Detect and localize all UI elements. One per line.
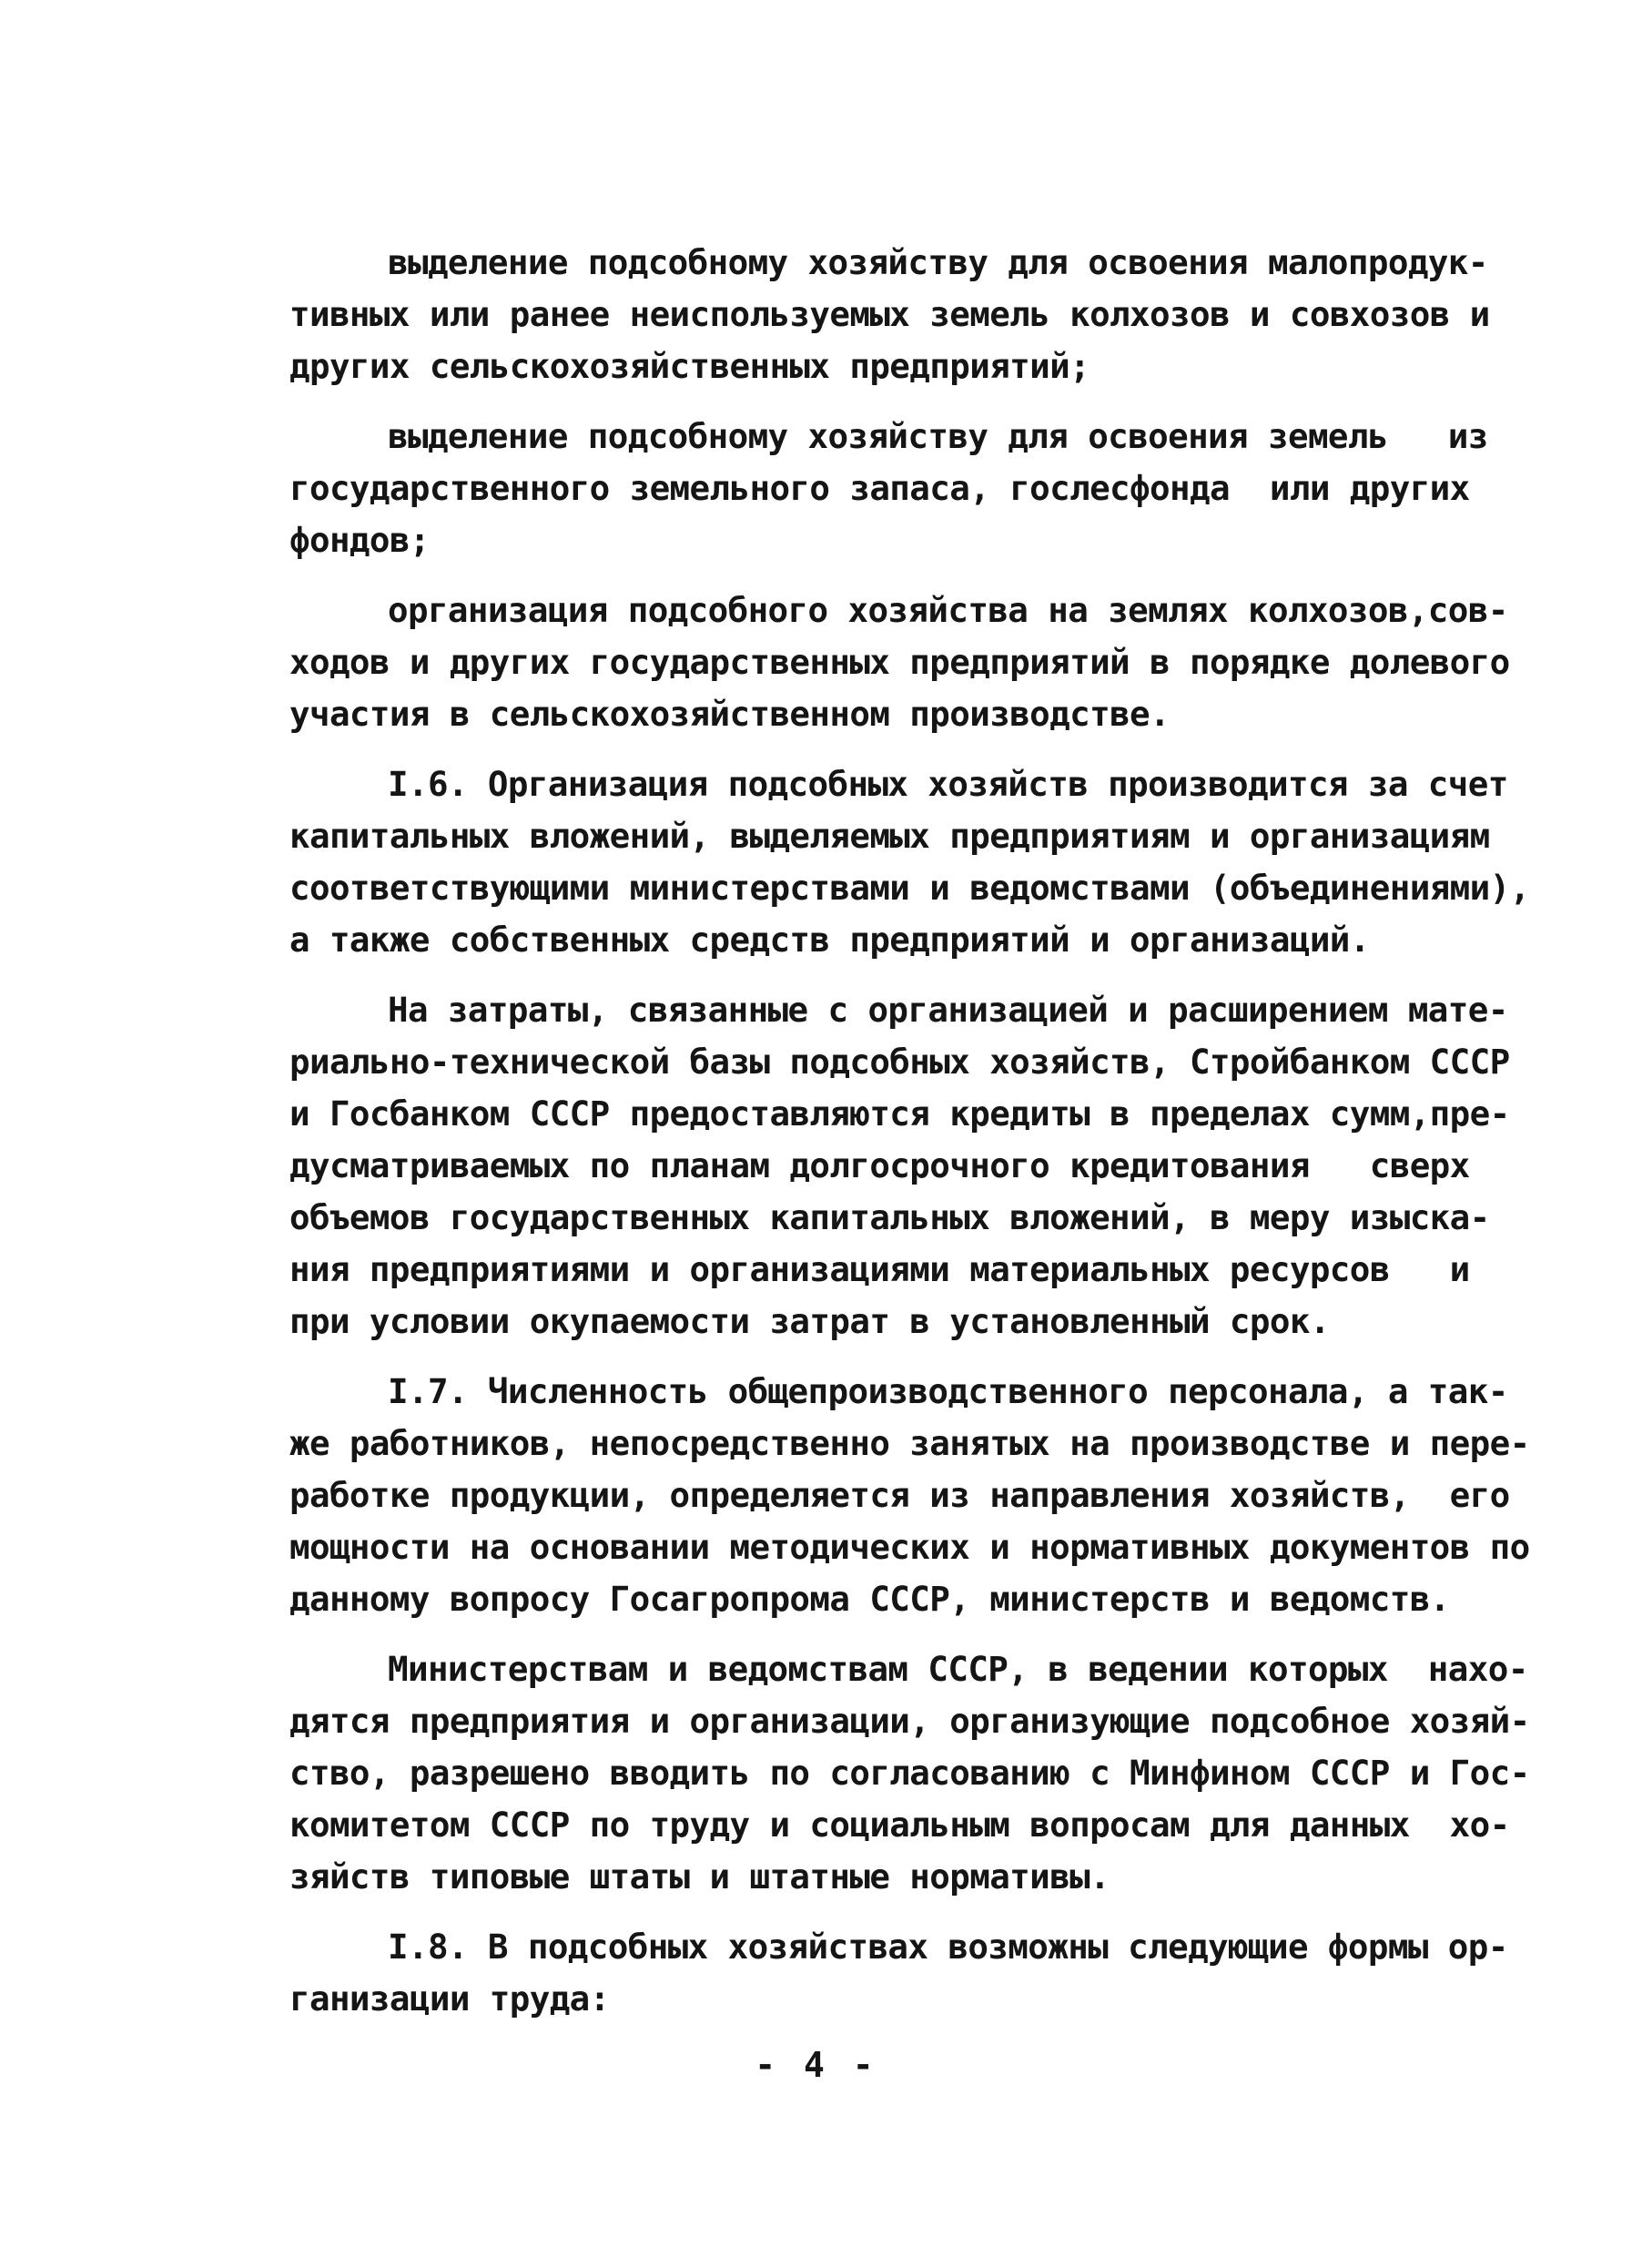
text-line: риально-технической базы подсобных хозяйств, Стройбанком СССР — [289, 1042, 1510, 1082]
text-line: зяйств типовые штаты и штатные нормативы. — [289, 1856, 1110, 1897]
text-line: объемов государственных капитальных вложений, в меру изыска- — [289, 1197, 1490, 1237]
text-line: участия в сельскохозяйственном производстве. — [289, 694, 1170, 734]
text-line: Министерствам и ведомствам СССР, в ведении которых нахо- — [388, 1649, 1528, 1689]
text-line: дятся предприятия и организации, организующие подсобное хозяй- — [289, 1701, 1530, 1741]
text-line: На затраты, связанные с организацией и расширением мате- — [388, 990, 1508, 1030]
page-number: - 4 - — [755, 2045, 877, 2085]
text-line: ходов и других государственных предприятий в порядке долевого — [289, 642, 1510, 682]
paragraph-land-from-reserve — [289, 411, 1527, 566]
text-line: дусматриваемых по планам долгосрочного кредитования сверх — [289, 1145, 1470, 1185]
text-line: и Госбанком СССР предоставляются кредиты в пределах сумм,пре- — [289, 1093, 1510, 1134]
paragraph-section-1-6 — [289, 758, 1530, 966]
text-line: а также собственных средств предприятий и организаций. — [289, 920, 1370, 960]
paragraph-section-1-8 — [289, 1921, 1527, 2025]
text-line: организация подсобного хозяйства на землях колхозов,сов- — [388, 590, 1508, 630]
text-line: тивных или ранее неиспользуемых земель колхозов и совхозов и — [289, 294, 1490, 334]
text-line: данному вопросу Госагропрома СССР, министерств и ведомств. — [289, 1579, 1450, 1619]
text-line: соответствующими министерствами и ведомствами (объединениями), — [289, 868, 1530, 908]
paragraph-shared-participation — [289, 585, 1527, 740]
paragraph-credits — [289, 984, 1527, 1348]
text-line: ство, разрешено вводить по согласованию с Минфином СССР и Гос- — [289, 1753, 1530, 1793]
text-line: выделение подсобному хозяйству для освоения малопродук- — [388, 242, 1488, 282]
text-line: других сельскохозяйственных предприятий; — [289, 346, 1090, 386]
text-line: капитальных вложений, выделяемых предприятиям и организациям — [289, 816, 1490, 856]
paragraph-section-1-7 — [289, 1366, 1530, 1625]
paragraph-staffing — [289, 1643, 1530, 1903]
text-line: работке продукции, определяется из направления хозяйств, его — [289, 1475, 1510, 1515]
text-line: мощности на основании методических и нормативных документов по — [289, 1527, 1530, 1567]
text-line: I.8. В подсобных хозяйствах возможны следующие формы ор- — [388, 1927, 1508, 1967]
paragraph-land-for-development — [289, 237, 1527, 392]
document-body — [289, 237, 1530, 2025]
text-line: комитетом СССР по труду и социальным вопросам для данных хо- — [289, 1805, 1510, 1845]
text-line: ния предприятиями и организациями материальных ресурсов и — [289, 1249, 1470, 1289]
text-line: же работников, непосредственно занятых на производстве и пере- — [289, 1423, 1530, 1463]
text-line: выделение подсобному хозяйству для освоения земель из — [388, 416, 1488, 456]
text-line: I.6. Организация подсобных хозяйств производится за счет — [388, 764, 1508, 804]
text-line: государственного земельного запаса, гослесфонда или других — [289, 468, 1470, 508]
text-line: I.7. Численность общепроизводственного персонала, а так- — [388, 1371, 1508, 1411]
text-line: при условии окупаемости затрат в установленный срок. — [289, 1301, 1330, 1341]
text-line: фондов; — [289, 520, 430, 560]
text-line: ганизации труда: — [289, 1978, 610, 2019]
